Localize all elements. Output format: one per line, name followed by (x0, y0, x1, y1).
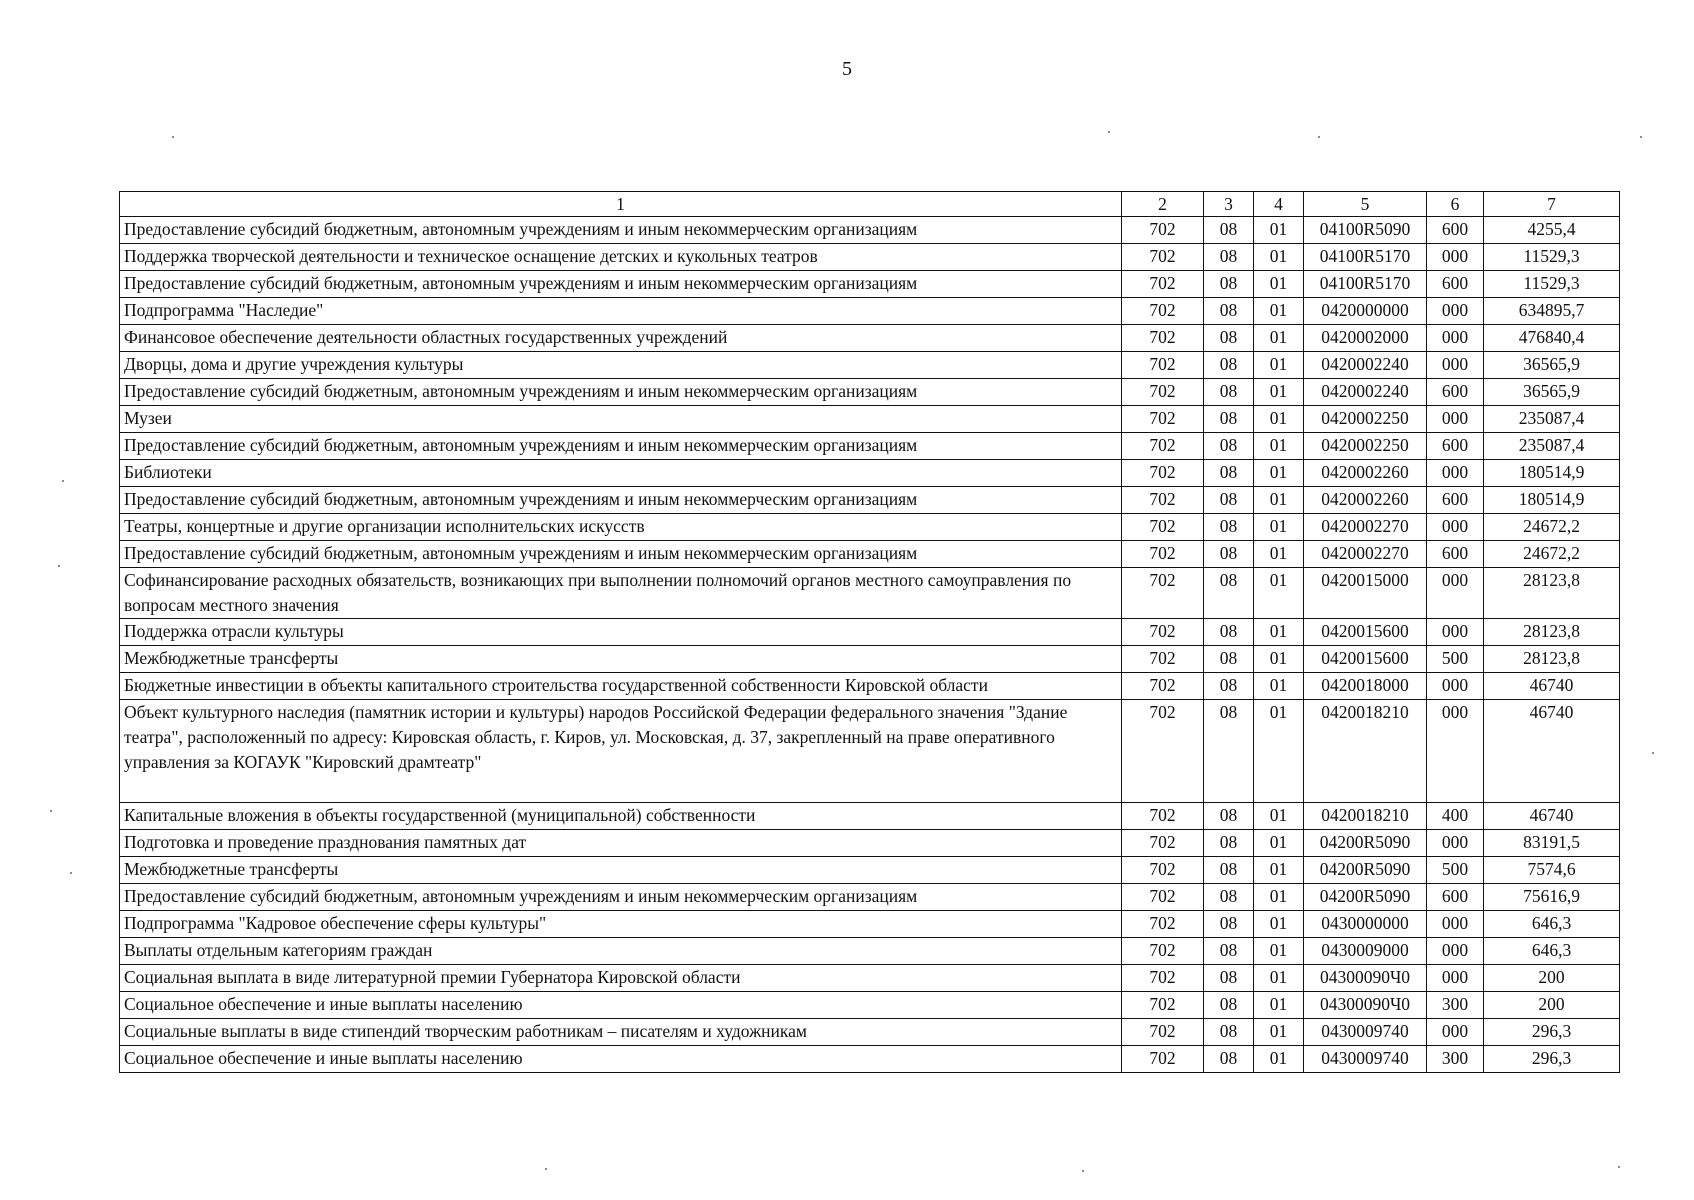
row-amount: 7574,6 (1484, 857, 1620, 884)
table-row (120, 487, 1620, 514)
scan-speck (1640, 136, 1642, 138)
row-expense-type: 000 (1427, 965, 1484, 992)
row-section-code: 08 (1204, 830, 1254, 857)
row-expense-type: 400 (1427, 803, 1484, 830)
row-subsection-code: 01 (1254, 911, 1304, 938)
row-expense-type: 500 (1427, 646, 1484, 673)
table-row (120, 884, 1620, 911)
row-amount: 634895,7 (1484, 298, 1620, 325)
table-row (120, 352, 1620, 379)
row-ministry-code: 702 (1122, 460, 1204, 487)
row-section-code: 08 (1204, 619, 1254, 646)
row-ministry-code: 702 (1122, 803, 1204, 830)
scan-speck (1652, 752, 1654, 754)
row-description: Межбюджетные трансферты (120, 857, 1122, 884)
row-ministry-code: 702 (1122, 884, 1204, 911)
row-ministry-code: 702 (1122, 938, 1204, 965)
row-ministry-code: 702 (1122, 700, 1204, 803)
row-description: Подпрограмма "Наследие" (120, 298, 1122, 325)
row-description: Предоставление субсидий бюджетным, автономным учреждениям и иным некоммерческим организациям (120, 433, 1122, 460)
row-section-code: 08 (1204, 884, 1254, 911)
row-expense-type: 000 (1427, 460, 1484, 487)
row-amount: 46740 (1484, 803, 1620, 830)
row-expense-type: 000 (1427, 938, 1484, 965)
row-target-article: 0430009740 (1304, 1019, 1427, 1046)
row-ministry-code: 702 (1122, 244, 1204, 271)
column-header: 5 (1304, 192, 1427, 217)
row-ministry-code: 702 (1122, 379, 1204, 406)
row-target-article: 04200R5090 (1304, 857, 1427, 884)
row-expense-type: 600 (1427, 433, 1484, 460)
row-target-article: 0420015600 (1304, 646, 1427, 673)
row-description: Предоставление субсидий бюджетным, автономным учреждениям и иным некоммерческим организациям (120, 217, 1122, 244)
row-description: Межбюджетные трансферты (120, 646, 1122, 673)
row-description: Выплаты отдельным категориям граждан (120, 938, 1122, 965)
scan-speck (1618, 1166, 1620, 1168)
row-target-article: 04200R5090 (1304, 830, 1427, 857)
scan-speck (58, 565, 60, 567)
row-target-article: 0430009000 (1304, 938, 1427, 965)
row-target-article: 0430000000 (1304, 911, 1427, 938)
row-amount: 28123,8 (1484, 568, 1620, 619)
table-row (120, 646, 1620, 673)
row-description: Музеи (120, 406, 1122, 433)
row-expense-type: 000 (1427, 568, 1484, 619)
row-amount: 180514,9 (1484, 460, 1620, 487)
row-target-article: 04300090Ч0 (1304, 965, 1427, 992)
table-row (120, 619, 1620, 646)
row-expense-type: 000 (1427, 673, 1484, 700)
row-ministry-code: 702 (1122, 541, 1204, 568)
row-section-code: 08 (1204, 298, 1254, 325)
row-section-code: 08 (1204, 406, 1254, 433)
table-row (120, 406, 1620, 433)
row-expense-type: 000 (1427, 911, 1484, 938)
row-section-code: 08 (1204, 938, 1254, 965)
row-ministry-code: 702 (1122, 1019, 1204, 1046)
table-row (120, 379, 1620, 406)
row-expense-type: 000 (1427, 700, 1484, 803)
row-ministry-code: 702 (1122, 271, 1204, 298)
row-target-article: 0420002250 (1304, 406, 1427, 433)
row-target-article: 04100R5170 (1304, 244, 1427, 271)
row-amount: 180514,9 (1484, 487, 1620, 514)
row-subsection-code: 01 (1254, 938, 1304, 965)
table-row (120, 938, 1620, 965)
row-description: Предоставление субсидий бюджетным, автономным учреждениям и иным некоммерческим организациям (120, 271, 1122, 298)
row-amount: 28123,8 (1484, 646, 1620, 673)
scan-speck (1318, 136, 1320, 138)
scan-speck (50, 810, 52, 812)
table-row (120, 830, 1620, 857)
row-subsection-code: 01 (1254, 217, 1304, 244)
row-description: Библиотеки (120, 460, 1122, 487)
row-subsection-code: 01 (1254, 830, 1304, 857)
row-target-article: 0420015000 (1304, 568, 1427, 619)
row-section-code: 08 (1204, 857, 1254, 884)
row-target-article: 0420000000 (1304, 298, 1427, 325)
row-description: Социальная выплата в виде литературной премии Губернатора Кировской области (120, 965, 1122, 992)
table-row (120, 514, 1620, 541)
row-section-code: 08 (1204, 460, 1254, 487)
row-section-code: 08 (1204, 379, 1254, 406)
row-section-code: 08 (1204, 541, 1254, 568)
row-description: Подпрограмма "Кадровое обеспечение сферы культуры" (120, 911, 1122, 938)
row-expense-type: 600 (1427, 379, 1484, 406)
row-subsection-code: 01 (1254, 857, 1304, 884)
row-amount: 24672,2 (1484, 514, 1620, 541)
row-amount: 296,3 (1484, 1019, 1620, 1046)
row-subsection-code: 01 (1254, 352, 1304, 379)
row-expense-type: 000 (1427, 830, 1484, 857)
row-target-article: 0420018000 (1304, 673, 1427, 700)
table-row (120, 298, 1620, 325)
table-row (120, 857, 1620, 884)
column-header: 2 (1122, 192, 1204, 217)
scan-speck (172, 136, 174, 138)
row-amount: 4255,4 (1484, 217, 1620, 244)
row-expense-type: 000 (1427, 325, 1484, 352)
row-expense-type: 000 (1427, 244, 1484, 271)
table-row (120, 568, 1620, 619)
row-description: Объект культурного наследия (памятник истории и культуры) народов Российской Федерации федерального значения "Здание театра", расположенный по адресу: Кировская область, г. Киров, ул. Московская, д. 37, закрепленный на праве оперативного управления за КОГАУК "Кировский драмтеатр" (120, 700, 1122, 803)
row-subsection-code: 01 (1254, 487, 1304, 514)
table-row (120, 244, 1620, 271)
row-subsection-code: 01 (1254, 646, 1304, 673)
row-amount: 200 (1484, 992, 1620, 1019)
row-section-code: 08 (1204, 244, 1254, 271)
row-description: Поддержка творческой деятельности и техническое оснащение детских и кукольных театров (120, 244, 1122, 271)
row-subsection-code: 01 (1254, 965, 1304, 992)
row-section-code: 08 (1204, 911, 1254, 938)
row-section-code: 08 (1204, 487, 1254, 514)
row-subsection-code: 01 (1254, 298, 1304, 325)
row-target-article: 0420002270 (1304, 541, 1427, 568)
row-target-article: 04300090Ч0 (1304, 992, 1427, 1019)
row-section-code: 08 (1204, 514, 1254, 541)
row-target-article: 0420018210 (1304, 803, 1427, 830)
row-ministry-code: 702 (1122, 568, 1204, 619)
row-description: Предоставление субсидий бюджетным, автономным учреждениям и иным некоммерческим организациям (120, 487, 1122, 514)
row-section-code: 08 (1204, 1019, 1254, 1046)
row-expense-type: 600 (1427, 884, 1484, 911)
row-ministry-code: 702 (1122, 325, 1204, 352)
row-section-code: 08 (1204, 433, 1254, 460)
row-description: Предоставление субсидий бюджетным, автономным учреждениям и иным некоммерческим организациям (120, 884, 1122, 911)
row-subsection-code: 01 (1254, 325, 1304, 352)
row-amount: 28123,8 (1484, 619, 1620, 646)
row-expense-type: 000 (1427, 1019, 1484, 1046)
row-description: Капитальные вложения в объекты государственной (муниципальной) собственности (120, 803, 1122, 830)
column-header: 7 (1484, 192, 1620, 217)
row-target-article: 0420018210 (1304, 700, 1427, 803)
row-section-code: 08 (1204, 1046, 1254, 1073)
table-row (120, 217, 1620, 244)
row-ministry-code: 702 (1122, 487, 1204, 514)
row-target-article: 0420002260 (1304, 460, 1427, 487)
row-target-article: 04100R5090 (1304, 217, 1427, 244)
row-section-code: 08 (1204, 992, 1254, 1019)
row-subsection-code: 01 (1254, 673, 1304, 700)
row-target-article: 0420002000 (1304, 325, 1427, 352)
row-subsection-code: 01 (1254, 460, 1304, 487)
row-ministry-code: 702 (1122, 911, 1204, 938)
row-amount: 24672,2 (1484, 541, 1620, 568)
scan-speck (545, 1168, 547, 1170)
column-header: 3 (1204, 192, 1254, 217)
row-amount: 36565,9 (1484, 352, 1620, 379)
row-amount: 11529,3 (1484, 271, 1620, 298)
row-target-article: 0430009740 (1304, 1046, 1427, 1073)
row-amount: 476840,4 (1484, 325, 1620, 352)
row-amount: 46740 (1484, 673, 1620, 700)
row-subsection-code: 01 (1254, 568, 1304, 619)
row-target-article: 0420002240 (1304, 379, 1427, 406)
row-amount: 646,3 (1484, 911, 1620, 938)
row-subsection-code: 01 (1254, 271, 1304, 298)
row-ministry-code: 702 (1122, 406, 1204, 433)
row-ministry-code: 702 (1122, 1046, 1204, 1073)
row-target-article: 04100R5170 (1304, 271, 1427, 298)
table-row (120, 700, 1620, 803)
row-amount: 75616,9 (1484, 884, 1620, 911)
row-subsection-code: 01 (1254, 803, 1304, 830)
row-section-code: 08 (1204, 700, 1254, 803)
row-section-code: 08 (1204, 217, 1254, 244)
row-amount: 646,3 (1484, 938, 1620, 965)
table-row (120, 965, 1620, 992)
row-ministry-code: 702 (1122, 298, 1204, 325)
table-row (120, 803, 1620, 830)
row-expense-type: 600 (1427, 541, 1484, 568)
row-subsection-code: 01 (1254, 433, 1304, 460)
row-section-code: 08 (1204, 271, 1254, 298)
row-expense-type: 000 (1427, 514, 1484, 541)
row-description: Бюджетные инвестиции в объекты капитального строительства государственной собственности Кировской области (120, 673, 1122, 700)
row-ministry-code: 702 (1122, 619, 1204, 646)
row-expense-type: 600 (1427, 487, 1484, 514)
row-ministry-code: 702 (1122, 514, 1204, 541)
budget-table (119, 191, 1620, 1073)
row-section-code: 08 (1204, 673, 1254, 700)
row-description: Софинансирование расходных обязательств, возникающих при выполнении полномочий органов местного самоуправления по вопросам местного значения (120, 568, 1122, 619)
table-row (120, 460, 1620, 487)
row-section-code: 08 (1204, 803, 1254, 830)
row-description: Социальное обеспечение и иные выплаты населению (120, 992, 1122, 1019)
row-subsection-code: 01 (1254, 541, 1304, 568)
table-row (120, 1046, 1620, 1073)
row-target-article: 0420002270 (1304, 514, 1427, 541)
row-amount: 235087,4 (1484, 433, 1620, 460)
table-row (120, 911, 1620, 938)
row-subsection-code: 01 (1254, 1019, 1304, 1046)
row-subsection-code: 01 (1254, 700, 1304, 803)
row-expense-type: 000 (1427, 352, 1484, 379)
scan-speck (1082, 1170, 1084, 1172)
row-expense-type: 600 (1427, 217, 1484, 244)
row-subsection-code: 01 (1254, 992, 1304, 1019)
row-amount: 36565,9 (1484, 379, 1620, 406)
row-amount: 296,3 (1484, 1046, 1620, 1073)
row-expense-type: 500 (1427, 857, 1484, 884)
row-description: Социальное обеспечение и иные выплаты населению (120, 1046, 1122, 1073)
row-description: Театры, концертные и другие организации исполнительских искусств (120, 514, 1122, 541)
row-amount: 11529,3 (1484, 244, 1620, 271)
row-section-code: 08 (1204, 965, 1254, 992)
row-target-article: 0420002260 (1304, 487, 1427, 514)
table-row (120, 673, 1620, 700)
page-number: 5 (842, 58, 852, 80)
row-description: Предоставление субсидий бюджетным, автономным учреждениям и иным некоммерческим организациям (120, 541, 1122, 568)
row-target-article: 0420015600 (1304, 619, 1427, 646)
row-subsection-code: 01 (1254, 884, 1304, 911)
row-target-article: 0420002250 (1304, 433, 1427, 460)
row-ministry-code: 702 (1122, 673, 1204, 700)
row-subsection-code: 01 (1254, 1046, 1304, 1073)
row-ministry-code: 702 (1122, 433, 1204, 460)
row-description: Подготовка и проведение празднования памятных дат (120, 830, 1122, 857)
table-body (120, 217, 1620, 1073)
row-expense-type: 000 (1427, 298, 1484, 325)
column-header: 4 (1254, 192, 1304, 217)
table-row (120, 992, 1620, 1019)
row-ministry-code: 702 (1122, 965, 1204, 992)
table-row (120, 271, 1620, 298)
row-amount: 46740 (1484, 700, 1620, 803)
column-header: 6 (1427, 192, 1484, 217)
row-ministry-code: 702 (1122, 992, 1204, 1019)
scan-speck (62, 480, 64, 482)
row-expense-type: 000 (1427, 619, 1484, 646)
row-subsection-code: 01 (1254, 619, 1304, 646)
row-ministry-code: 702 (1122, 646, 1204, 673)
row-expense-type: 300 (1427, 1046, 1484, 1073)
row-ministry-code: 702 (1122, 352, 1204, 379)
row-section-code: 08 (1204, 325, 1254, 352)
row-section-code: 08 (1204, 352, 1254, 379)
row-amount: 235087,4 (1484, 406, 1620, 433)
table-row (120, 433, 1620, 460)
row-description: Финансовое обеспечение деятельности областных государственных учреждений (120, 325, 1122, 352)
row-subsection-code: 01 (1254, 244, 1304, 271)
row-section-code: 08 (1204, 646, 1254, 673)
table-row (120, 1019, 1620, 1046)
row-expense-type: 600 (1427, 271, 1484, 298)
row-expense-type: 000 (1427, 406, 1484, 433)
table-row (120, 325, 1620, 352)
row-description: Поддержка отрасли культуры (120, 619, 1122, 646)
scan-speck (70, 872, 72, 874)
row-expense-type: 300 (1427, 992, 1484, 1019)
row-ministry-code: 702 (1122, 830, 1204, 857)
table-row (120, 541, 1620, 568)
row-ministry-code: 702 (1122, 857, 1204, 884)
row-description: Предоставление субсидий бюджетным, автономным учреждениям и иным некоммерческим организациям (120, 379, 1122, 406)
row-section-code: 08 (1204, 568, 1254, 619)
row-subsection-code: 01 (1254, 406, 1304, 433)
row-amount: 200 (1484, 965, 1620, 992)
row-description: Дворцы, дома и другие учреждения культуры (120, 352, 1122, 379)
scan-speck (1108, 131, 1110, 133)
row-target-article: 0420002240 (1304, 352, 1427, 379)
row-description: Социальные выплаты в виде стипендий творческим работникам – писателям и художникам (120, 1019, 1122, 1046)
row-subsection-code: 01 (1254, 379, 1304, 406)
row-amount: 83191,5 (1484, 830, 1620, 857)
table-header-row (120, 192, 1620, 217)
column-header: 1 (120, 192, 1122, 217)
row-target-article: 04200R5090 (1304, 884, 1427, 911)
row-subsection-code: 01 (1254, 514, 1304, 541)
row-ministry-code: 702 (1122, 217, 1204, 244)
